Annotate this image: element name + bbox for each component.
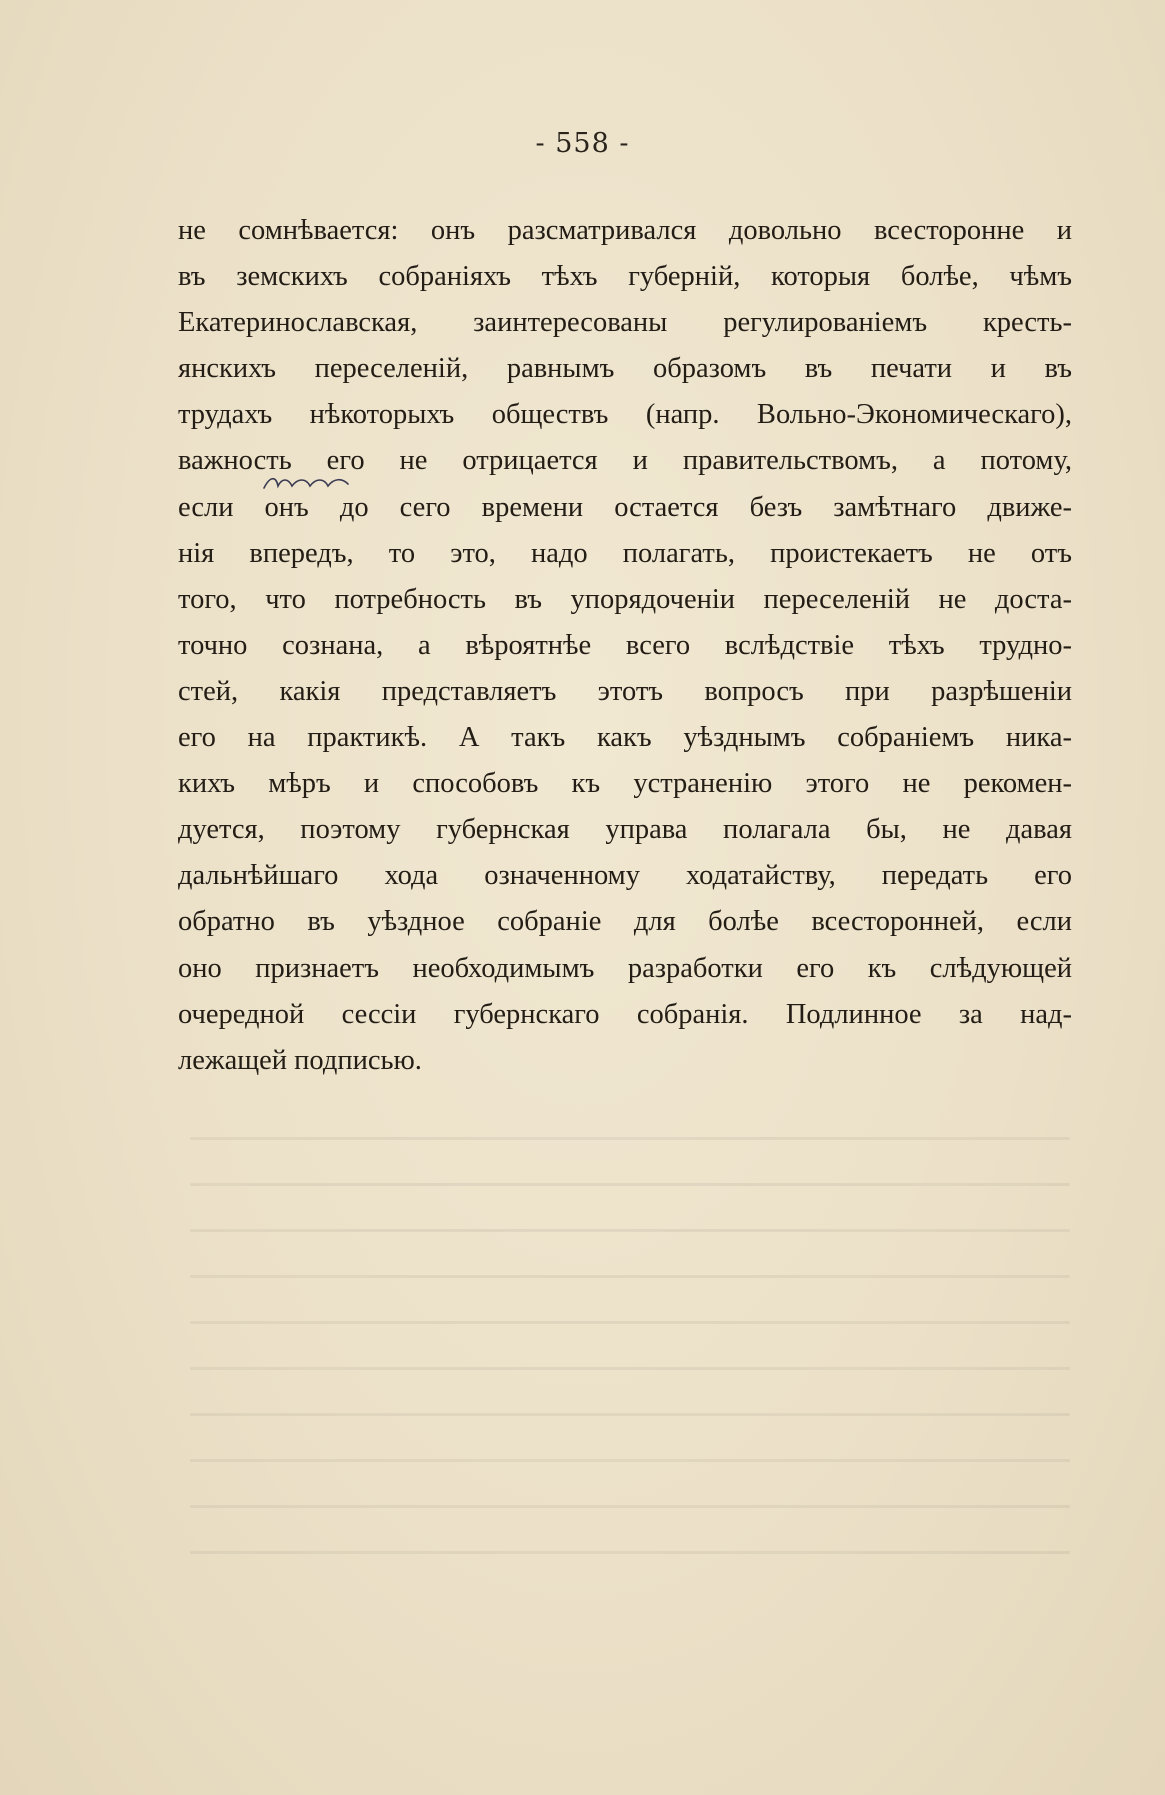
- text-line: кихъ мѣръ и способовъ къ устраненію этого не рекомен-: [178, 768, 1072, 800]
- bleed-through: [190, 1367, 1070, 1370]
- text-line: въ земскихъ собраніяхъ тѣхъ губерній, которыя болѣе, чѣмъ: [178, 261, 1072, 293]
- text-line: очередной сессіи губернскаго собранія. Подлинное за над-: [178, 998, 1072, 1030]
- text-line: его на практикѣ. А такъ какъ уѣзднымъ собраніемъ ника-: [178, 722, 1072, 754]
- text-line: трудахъ нѣкоторыхъ обществъ (напр. Вольно-Экономическаго),: [178, 399, 1072, 431]
- text-line: янскихъ переселеній, равнымъ образомъ въ печати и въ: [178, 353, 1072, 385]
- bleed-through: [190, 1505, 1070, 1508]
- bleed-through: [190, 1551, 1070, 1554]
- bleed-through: [190, 1321, 1070, 1324]
- bleed-through: [190, 1459, 1070, 1462]
- text-line: важность его не отрицается и правительствомъ, а потому,: [178, 445, 1072, 477]
- text-line: того, что потребность въ упорядоченіи переселеній не доста-: [178, 583, 1072, 615]
- page-number: - 558 -: [535, 128, 630, 159]
- bleed-through: [190, 1183, 1070, 1186]
- bleed-through: [190, 1275, 1070, 1278]
- bleed-through: [190, 1229, 1070, 1232]
- bleed-through: [190, 1137, 1070, 1140]
- text-line: не сомнѣвается: онъ разсматривался довольно всесторонне и: [178, 215, 1072, 246]
- text-line: Екатеринославская, заинтересованы регулированіемъ кресть-: [178, 307, 1072, 339]
- text-line: дальнѣйшаго хода означенному ходатайству, передать его: [178, 860, 1072, 892]
- body-text: [178, 208, 1072, 1084]
- text-line: оно признаетъ необходимымъ разработки его къ слѣдующей: [178, 952, 1072, 984]
- text-line: нія впередъ, то это, надо полагать, проистекаетъ не отъ: [178, 537, 1072, 569]
- text-line: точно сознана, а вѣроятнѣе всего вслѣдствіе тѣхъ трудно-: [178, 629, 1072, 661]
- text-line: стей, какія представляетъ этотъ вопросъ при разрѣшеніи: [178, 675, 1072, 707]
- text-line: если онъ до сего времени остается безъ замѣтнаго движе-: [178, 491, 1072, 523]
- text-line: обратно въ уѣздное собраніе для болѣе всесторонней, если: [178, 906, 1072, 938]
- bleed-through: [190, 1413, 1070, 1416]
- text-line: дуется, поэтому губернская управа полагала бы, не давая: [178, 814, 1072, 846]
- text-line: лежащей подписью.: [178, 1044, 422, 1076]
